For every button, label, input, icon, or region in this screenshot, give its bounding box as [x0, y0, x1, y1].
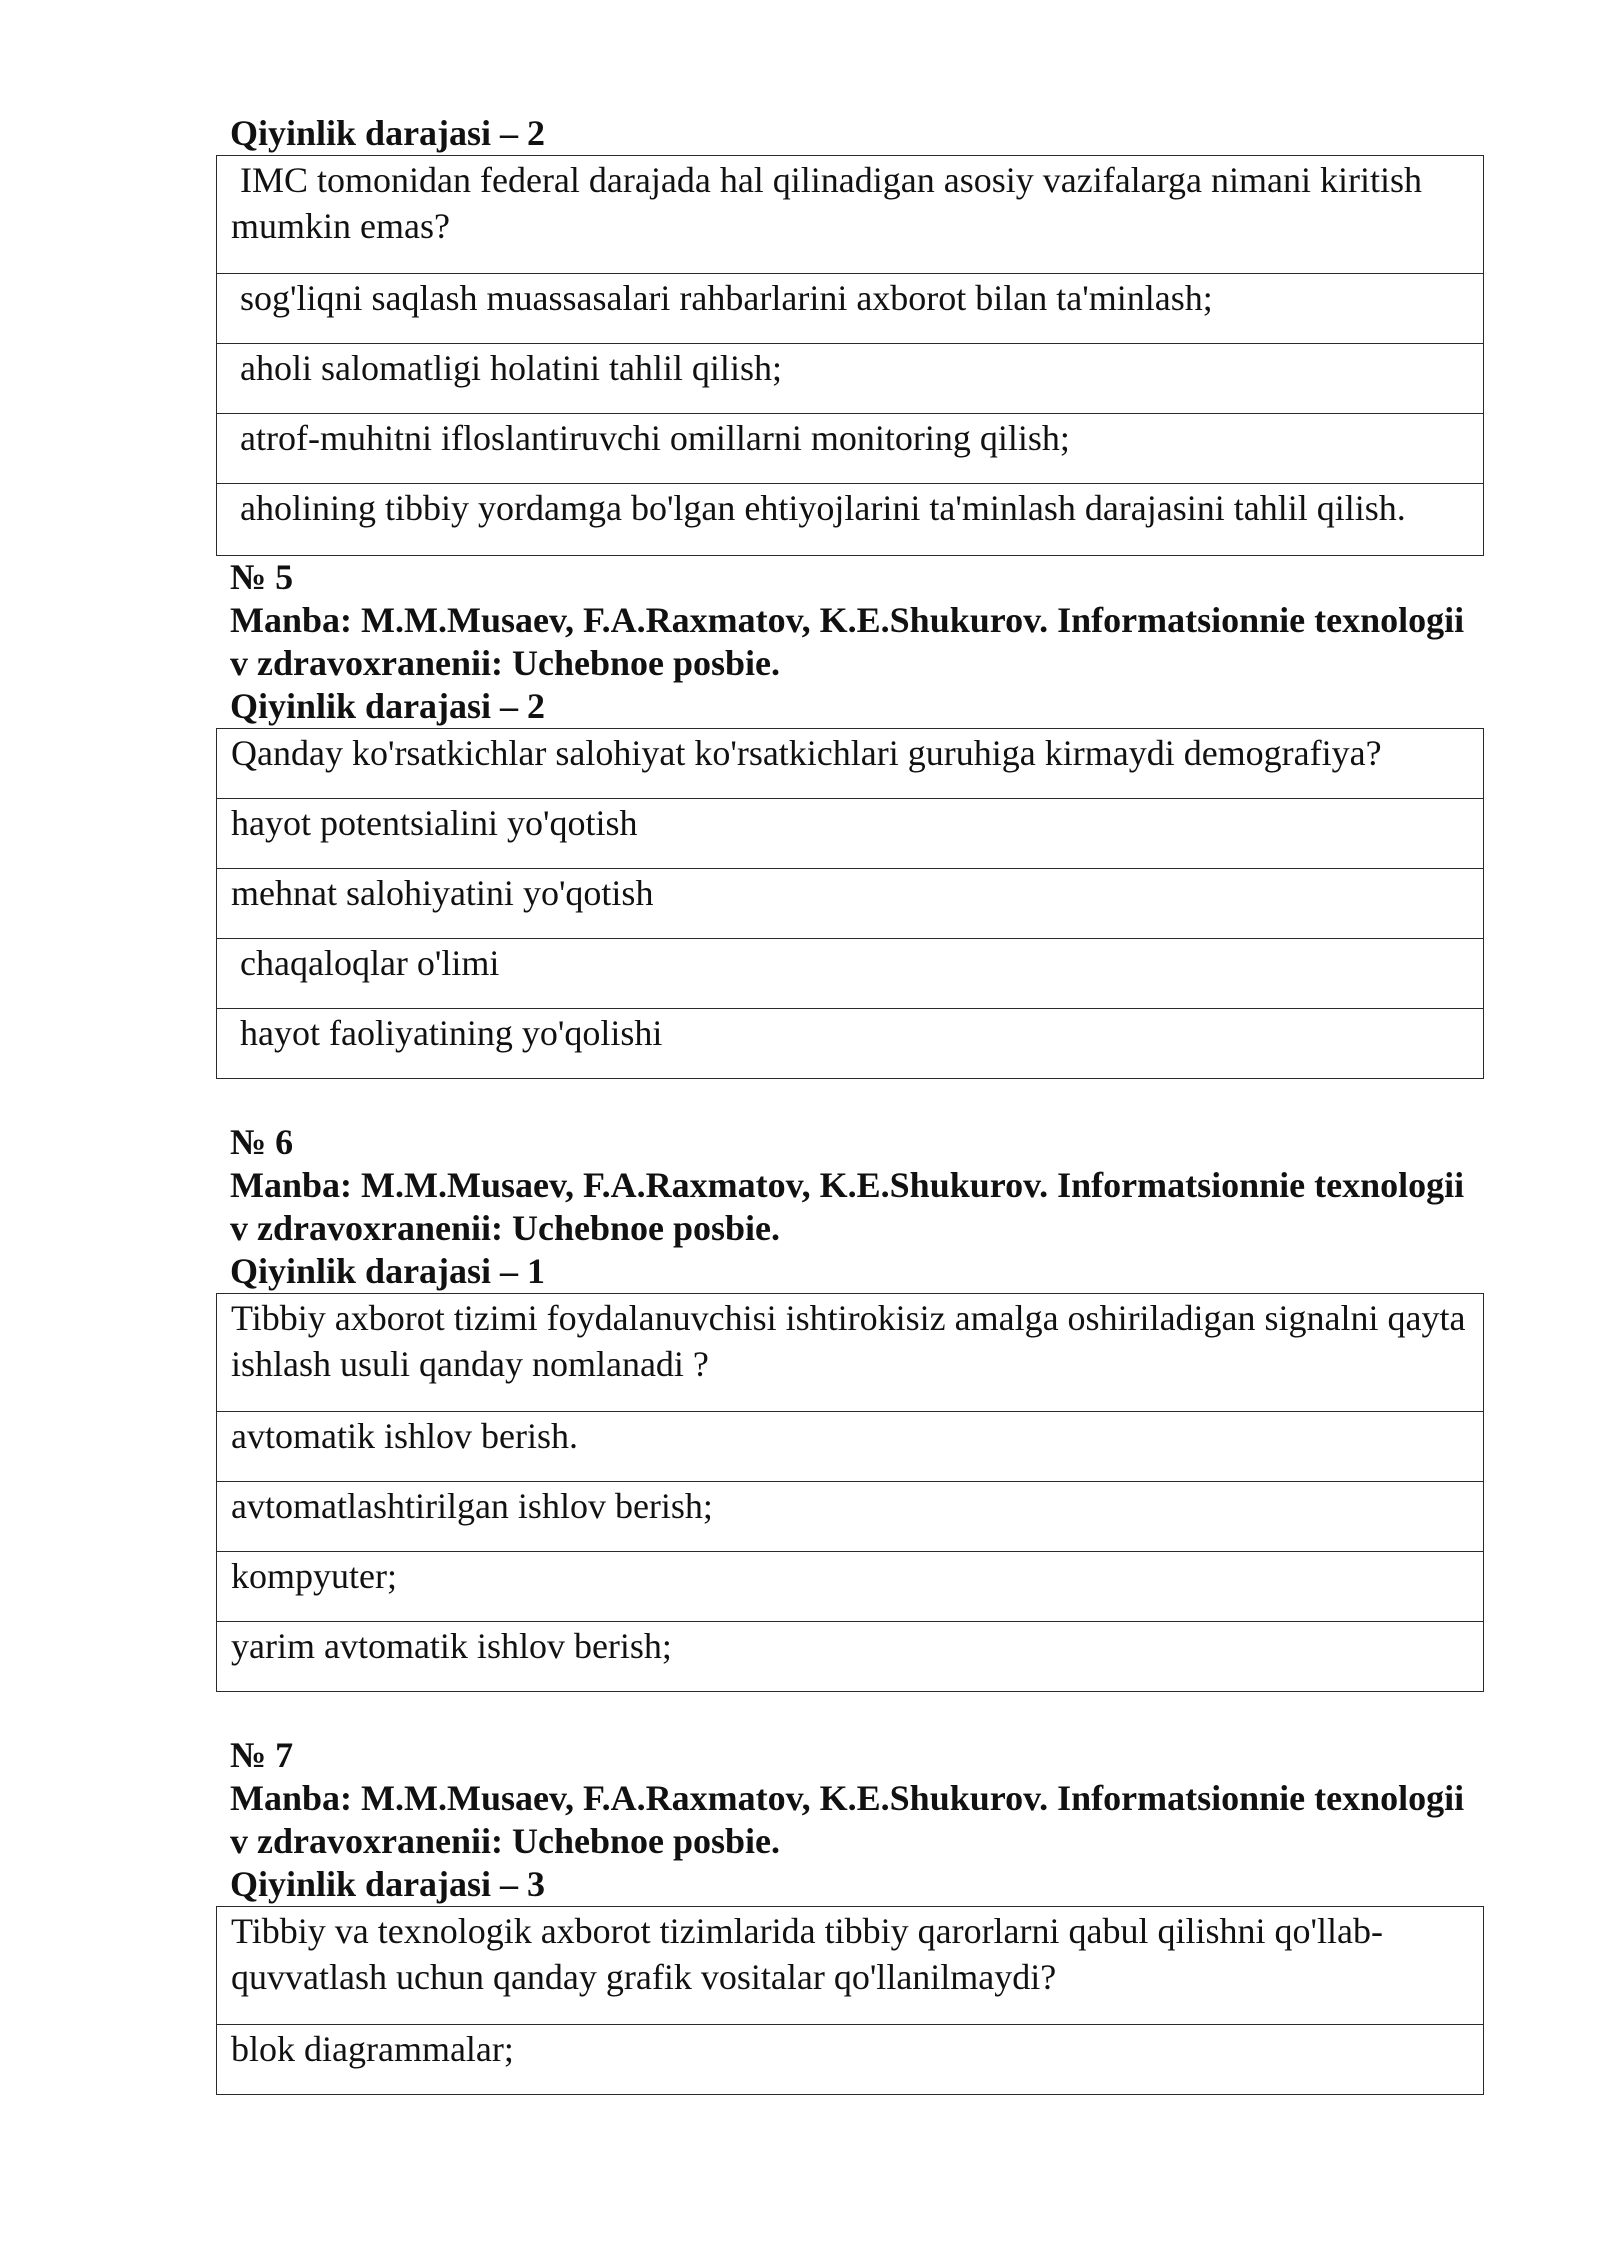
question-number: № 6 [230, 1122, 294, 1162]
question-block [216, 112, 1484, 556]
answer-option: mehnat salohiyatini yo'qotish [217, 869, 1484, 939]
question-table [216, 155, 1484, 556]
difficulty-level: Qiyinlik darajasi – 3 [230, 1864, 546, 1904]
question-number: № 7 [230, 1735, 294, 1775]
answer-option: aholining tibbiy yordamga bo'lgan ehtiyojlarini ta'minlash darajasini tahlil qilish. [217, 484, 1484, 556]
answer-option: blok diagrammalar; [217, 2025, 1484, 2095]
document-page [216, 112, 1484, 2095]
question-text: Tibbiy va texnologik axborot tizimlarida tibbiy qarorlarni qabul qilishni qo'llab-quvvatlash uchun qanday grafik vositalar qo'llanilmaydi? [217, 1907, 1484, 2025]
answer-option: chaqaloqlar o'limi [217, 939, 1484, 1009]
answer-option: hayot faoliyatining yo'qolishi [217, 1009, 1484, 1079]
question-block [216, 556, 1484, 1079]
answer-option: sog'liqni saqlash muassasalari rahbarlarini axborot bilan ta'minlash; [217, 274, 1484, 344]
question-table [216, 728, 1484, 1079]
question-source: Manba: M.M.Musaev, F.A.Raxmatov, K.E.Shukurov. Informatsionnie texnologii v zdravoxranenii: Uchebnoe posbie. [230, 1778, 1465, 1861]
answer-option: avtomatik ishlov berish. [217, 1412, 1484, 1482]
question-number: № 5 [230, 557, 294, 597]
block-spacer [216, 1692, 1484, 1734]
answer-option: yarim avtomatik ishlov berish; [217, 1622, 1484, 1692]
answer-option: aholi salomatligi holatini tahlil qilish; [217, 344, 1484, 414]
answer-option: kompyuter; [217, 1552, 1484, 1622]
answer-option: avtomatlashtirilgan ishlov berish; [217, 1482, 1484, 1552]
question-text: Tibbiy axborot tizimi foydalanuvchisi ishtirokisiz amalga oshiriladigan signalni qayta ishlash usuli qanday nomlanadi ? [217, 1294, 1484, 1412]
difficulty-level: Qiyinlik darajasi – 2 [230, 113, 546, 153]
difficulty-level: Qiyinlik darajasi – 2 [230, 686, 546, 726]
question-table [216, 1293, 1484, 1692]
question-block [216, 1121, 1484, 1692]
answer-option: hayot potentsialini yo'qotish [217, 799, 1484, 869]
question-text: Qanday ko'rsatkichlar salohiyat ko'rsatkichlari guruhiga kirmaydi demografiya? [217, 729, 1484, 799]
question-block [216, 1734, 1484, 2095]
question-source: Manba: M.M.Musaev, F.A.Raxmatov, K.E.Shukurov. Informatsionnie texnologii v zdravoxranenii: Uchebnoe posbie. [230, 1165, 1465, 1248]
block-spacer [216, 1079, 1484, 1121]
question-text: IMC tomonidan federal darajada hal qilinadigan asosiy vazifalarga nimani kiritish mumkin emas? [217, 156, 1484, 274]
question-table [216, 1906, 1484, 2095]
answer-option: atrof-muhitni ifloslantiruvchi omillarni monitoring qilish; [217, 414, 1484, 484]
difficulty-level: Qiyinlik darajasi – 1 [230, 1251, 546, 1291]
question-source: Manba: M.M.Musaev, F.A.Raxmatov, K.E.Shukurov. Informatsionnie texnologii v zdravoxranenii: Uchebnoe posbie. [230, 600, 1465, 683]
